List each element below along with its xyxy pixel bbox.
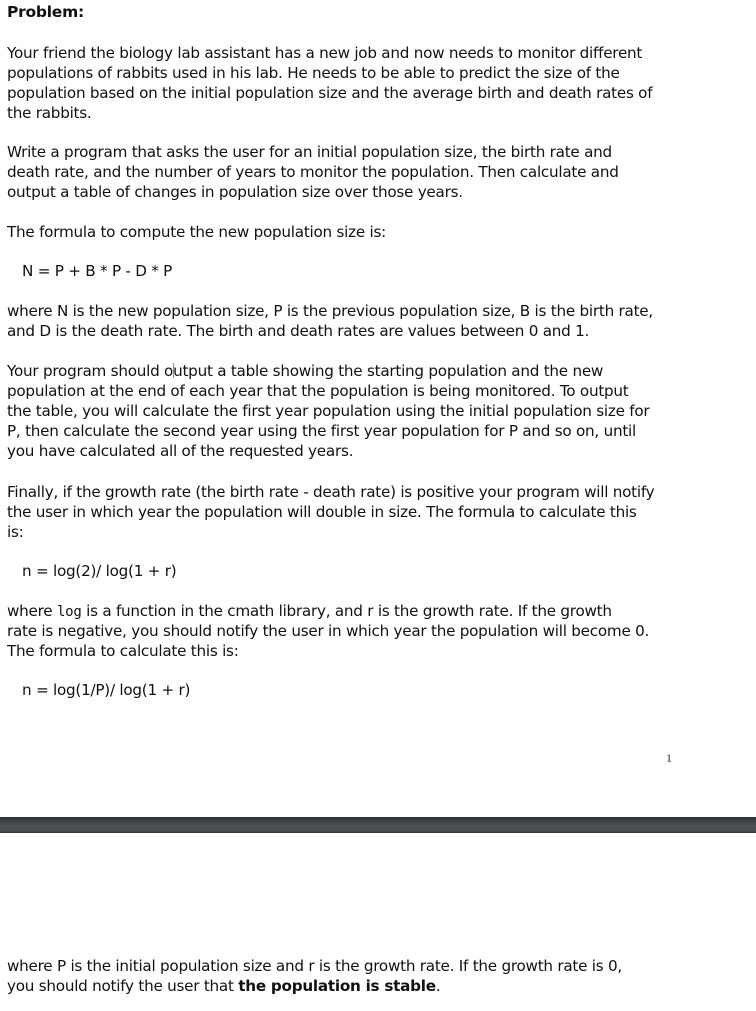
table-explain-line-2: population at the end of each year that the population is being monitored. To output <box>7 382 629 400</box>
document-page-2 <box>0 833 756 1011</box>
page2-line-1: where P is the initial population size and r is the growth rate. If the growth rate is 0, <box>7 957 623 975</box>
extinction-formula: n = log(1/P)/ log(1 + r) <box>22 681 191 699</box>
log-explain-line-2: rate is negative, you should notify the user in which year the population will become 0. <box>7 622 650 640</box>
table-explain-line-1 <box>7 361 603 381</box>
formula-intro: The formula to compute the new population size is: <box>7 223 387 241</box>
table-explain-text-a: Your program should o <box>7 362 174 380</box>
population-formula: N = P + B * P - D * P <box>22 262 173 280</box>
table-explain-line-4: P, then calculate the second year using the first year population for P and so on, until <box>7 422 636 440</box>
page-break-separator <box>0 817 756 833</box>
task-line-1: Write a program that asks the user for an initial population size, the birth rate and <box>7 143 612 161</box>
page2-line-2-pre: you should notify the user that <box>7 977 239 995</box>
stable-emphasis: the population is stable <box>238 977 436 995</box>
log-code: log <box>56 604 82 620</box>
page2-line-2-post: . <box>435 977 441 995</box>
task-line-3: output a table of changes in population size over those years. <box>7 183 463 201</box>
log-explain-line-3: The formula to calculate this is: <box>7 642 239 660</box>
task-line-2: death rate, and the number of years to monitor the population. Then calculate and <box>7 163 619 181</box>
page-number: 1 <box>666 751 672 765</box>
table-explain-text-b: utput a table showing the starting population and the new <box>173 362 604 380</box>
formula-explain-line-2: and D is the death rate. The birth and death rates are values between 0 and 1. <box>7 322 590 340</box>
table-explain-line-3: the table, you will calculate the first year population using the initial population size for <box>7 402 650 420</box>
intro-line-1: Your friend the biology lab assistant has a new job and now needs to monitor different <box>7 44 643 62</box>
table-explain-line-5: you have calculated all of the requested years. <box>7 442 354 460</box>
doubling-line-3: is: <box>7 523 24 541</box>
intro-line-3: population based on the initial population size and the average birth and death rates of <box>7 84 653 102</box>
formula-explain-line-1: where N is the new population size, P is the previous population size, B is the birth rate, <box>7 302 653 320</box>
page2-line-2 <box>7 976 440 996</box>
intro-line-4: the rabbits. <box>7 104 92 122</box>
problem-heading: Problem: <box>7 3 84 21</box>
doubling-line-1: Finally, if the growth rate (the birth rate - death rate) is positive your program will notify <box>7 483 655 501</box>
log-explain-post: is a function in the cmath library, and r is the growth rate. If the growth <box>81 602 612 620</box>
log-explain-pre: where <box>7 602 57 620</box>
intro-line-2: populations of rabbits used in his lab. He needs to be able to predict the size of the <box>7 64 620 82</box>
doubling-formula: n = log(2)/ log(1 + r) <box>22 562 177 580</box>
doubling-line-2: the user in which year the population will double in size. The formula to calculate this <box>7 503 637 521</box>
log-explain-line-1 <box>7 601 612 622</box>
